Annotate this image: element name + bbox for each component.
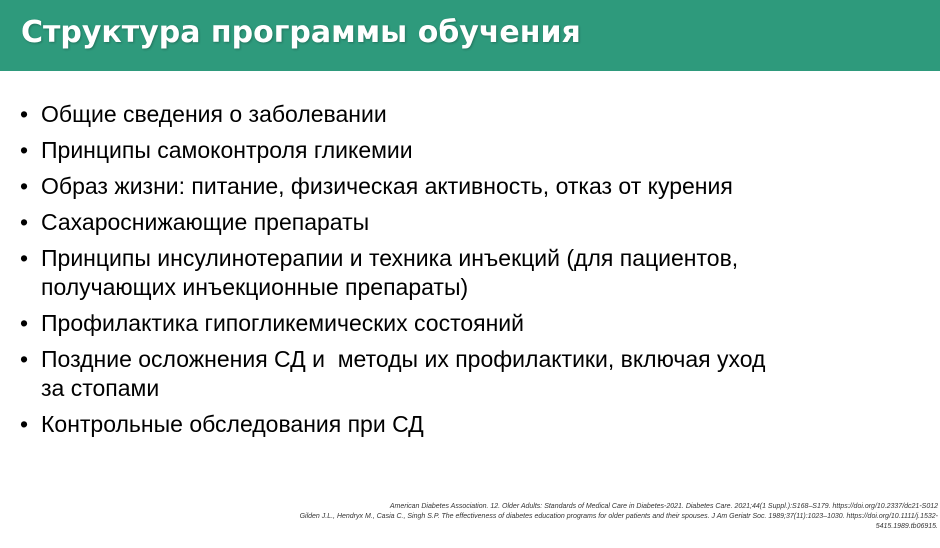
bullet-text: Образ жизни: питание, физическая активность, отказ от курения bbox=[41, 173, 733, 199]
bullet-item bbox=[20, 345, 920, 403]
bullet-list bbox=[20, 100, 920, 446]
reference-line: 5415.1989.tb06915. bbox=[875, 523, 938, 530]
bullet-icon: • bbox=[20, 137, 29, 163]
bullet-icon: • bbox=[20, 310, 29, 336]
bullet-text: Профилактика гипогликемических состояний bbox=[41, 310, 524, 336]
bullet-icon: • bbox=[20, 101, 29, 127]
bullet-text: Общие сведения о заболевании bbox=[41, 101, 387, 127]
bullet-icon: • bbox=[20, 245, 29, 271]
bullet-item bbox=[20, 136, 920, 165]
slide-title: Структура программы обучения bbox=[21, 15, 581, 50]
bullet-icon: • bbox=[20, 411, 29, 437]
bullet-text: Контрольные обследования при СД bbox=[41, 411, 424, 437]
bullet-icon: • bbox=[20, 346, 29, 372]
bullet-text: Сахароснижающие препараты bbox=[41, 209, 370, 235]
title-bar bbox=[0, 0, 940, 71]
bullet-icon: • bbox=[20, 173, 29, 199]
bullet-text: Поздние осложнения СД и методы их профилактики, включая уход за стопами bbox=[41, 346, 766, 401]
bullet-item bbox=[20, 172, 920, 201]
bullet-item bbox=[20, 100, 920, 129]
bullet-icon: • bbox=[20, 209, 29, 235]
bullet-text: Принципы инсулинотерапии и техника инъекций (для пациентов, получающих инъекционные препараты) bbox=[41, 245, 739, 300]
bullet-item bbox=[20, 244, 920, 302]
bullet-item bbox=[20, 309, 920, 338]
reference-line: American Diabetes Association. 12. Older Adults: Standards of Medical Care in Diabetes-2021. Diabetes Care. 2021;44(1 Suppl.):S168–S179. https://doi.org/10.2337/dc21-S012 bbox=[389, 503, 938, 510]
bullet-item bbox=[20, 208, 920, 237]
reference-line: Gilden J.L., Hendryx M., Casia C., Singh S.P. The effectiveness of diabetes education programs for older patients and their spouses. J Am Geriatr Soc. 1989;37(11):1023–1030. https://doi.org/10.1111/j.1532- bbox=[299, 513, 938, 520]
bullet-item bbox=[20, 410, 920, 439]
bullet-text: Принципы самоконтроля гликемии bbox=[41, 137, 413, 163]
references bbox=[218, 502, 938, 532]
